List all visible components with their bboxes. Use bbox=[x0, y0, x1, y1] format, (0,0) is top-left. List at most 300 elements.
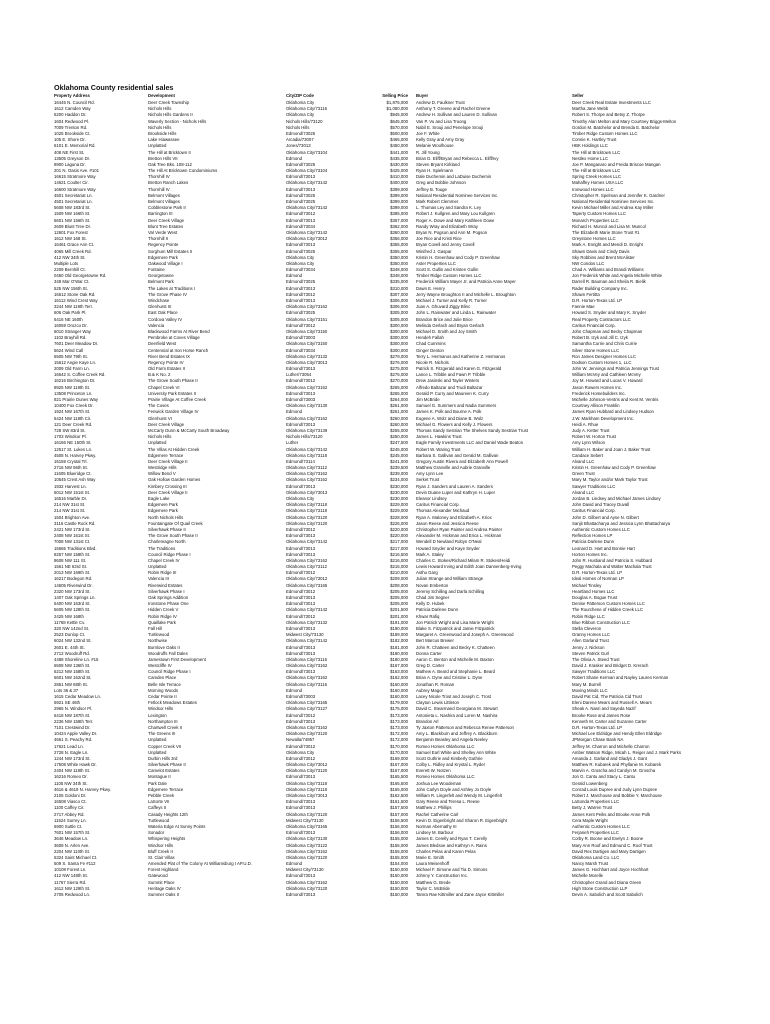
cell-property-address: 5624 Wind Call bbox=[54, 347, 84, 353]
cell-development: Silverhawk Phase II bbox=[148, 526, 186, 532]
cell-buyer: Mathew A. Beard and Stephanie L. Beard bbox=[416, 669, 496, 675]
cell-buyer: Gary Reese and Teresa L. Reese bbox=[416, 799, 480, 805]
cell-seller: David Pat Cid, The Patricia Cid Trust bbox=[572, 694, 642, 699]
cell-property-address: 2421 NW 173rd St. bbox=[54, 526, 91, 532]
cell-development: Val Verde West bbox=[148, 229, 178, 235]
cell-development: Chapel Creek IV bbox=[148, 557, 180, 563]
cell-property-address: 16216 Romeo Dr. bbox=[54, 774, 88, 780]
cell-selling-price: $170,000 bbox=[390, 743, 408, 749]
cell-development: Kimbery Crossing III bbox=[148, 483, 187, 489]
cell-selling-price: $435,000 bbox=[390, 155, 408, 161]
cell-buyer: Terry L. Hermanos and Katherine Z. Hermanos bbox=[416, 353, 506, 359]
cell-seller: Ferjaneh Properties LLC bbox=[572, 830, 619, 836]
cell-selling-price: $216,500 bbox=[390, 551, 408, 557]
cell-selling-price: $430,000 bbox=[390, 161, 408, 167]
cell-buyer: Gerald P. Curry and Maureen K. Curry bbox=[416, 390, 489, 396]
cell-property-address: 4661 S. Peachy Rd. bbox=[54, 737, 93, 743]
cell-buyer: Howard Snyder and Kaye Snyder bbox=[416, 545, 480, 551]
cell-seller: Mary Ann Roof and Edmund C. Roof Trust bbox=[572, 842, 653, 848]
cell-development: The Lakes at Traditions I bbox=[148, 285, 196, 291]
cell-buyer: Wendell D Newland Robyn O'Neal bbox=[416, 539, 482, 545]
cell-development: River Bend Estates IX bbox=[148, 353, 191, 359]
cell-seller: Michelle Morelle bbox=[572, 873, 604, 879]
table-row bbox=[54, 279, 734, 285]
cell-city-zip: Oklahoma City/73120 bbox=[286, 768, 328, 774]
cell-development: Belle Isle Terrace bbox=[148, 681, 181, 687]
cell-selling-price: $160,000 bbox=[390, 694, 408, 699]
cell-buyer: Charles C. Stokes/Richard Milam R. Stokes/Heidi bbox=[416, 557, 511, 563]
cell-buyer: Taylor C. McBride bbox=[416, 885, 450, 891]
cell-seller: Moving Minds LLC bbox=[572, 687, 608, 693]
cell-property-address: 4616 & 4619 N. Harvey Pkwy. bbox=[54, 786, 112, 792]
cell-seller: Amber Watson Ridge, Micah L. Reiger and J. Mark Parks bbox=[572, 749, 681, 755]
cell-selling-price: $276,000 bbox=[390, 359, 408, 365]
cell-selling-price: $165,500 bbox=[390, 780, 408, 786]
cell-seller: Authentic Custom Homes LLC bbox=[572, 526, 630, 532]
cell-seller: The Hill at Bricktown LLC bbox=[572, 149, 621, 155]
cell-selling-price: $348,000 bbox=[390, 273, 408, 279]
table-row bbox=[54, 843, 734, 849]
cell-seller: Robert S. Thorpe and Betsy Z. Thorpe bbox=[572, 112, 645, 118]
cell-selling-price: $173,000 bbox=[390, 724, 408, 730]
cell-buyer: Lewis Howard Irving and Edith Joan Dannenberg-Irving bbox=[416, 564, 522, 570]
cell-property-address: 2009 Old Farm Ln. bbox=[54, 366, 90, 372]
cell-seller: Mary M. Burrell bbox=[572, 681, 602, 687]
cell-buyer: Asthu Garg bbox=[416, 570, 438, 576]
cell-city-zip: Oklahoma City/73132 bbox=[286, 353, 328, 359]
cell-buyer: Amy Lynn Lee bbox=[416, 471, 444, 477]
cell-city-zip: Edmond/73003 bbox=[286, 397, 316, 402]
cell-property-address: 16216 Birchington Dr. bbox=[54, 378, 96, 384]
cell-city-zip: Edmond/73013 bbox=[286, 217, 316, 223]
cell-selling-price: $228,000 bbox=[390, 514, 408, 520]
cell-seller: Deer Creek Real Estate Investments LLC bbox=[572, 100, 651, 105]
cell-property-address: 16217 Bodegon Rd. bbox=[54, 576, 93, 582]
cell-selling-price: $150,000 bbox=[390, 892, 408, 897]
cell-buyer: Johnny Y. Construction Inc. bbox=[416, 873, 468, 879]
cell-development: Casady Heights 12th bbox=[148, 811, 188, 817]
cell-city-zip: Edmond/73013 bbox=[286, 774, 316, 780]
cell-buyer: Chad Jim Segner bbox=[416, 595, 450, 600]
cell-buyer: Kelly Gray and Amy Gray bbox=[416, 137, 465, 143]
cell-buyer: Kristin H. Greenhaw and Cody P. Greenhaw bbox=[416, 254, 500, 260]
cell-selling-price: $229,000 bbox=[390, 508, 408, 514]
cell-selling-price: $150,000 bbox=[390, 879, 408, 885]
table-row bbox=[54, 880, 734, 886]
cell-buyer: Jon Patrick Wright and Lisa Marie Wright bbox=[416, 619, 494, 625]
cell-seller: Christopher Grand and Diana Green bbox=[572, 879, 642, 885]
cell-seller: Kenneth M. Carter and Suzanne Carter bbox=[572, 718, 647, 724]
cell-city-zip: Oklahoma City/73142 bbox=[286, 446, 328, 452]
cell-city-zip: Edmond/73012 bbox=[286, 755, 316, 761]
cell-buyer: Michael J. Turner and Kelly R. Turner bbox=[416, 298, 487, 303]
cell-seller: The Elizabeth Marie Stone Trust #1 bbox=[572, 229, 640, 235]
cell-development: Bornlove Oaks II bbox=[148, 644, 180, 650]
cell-selling-price: $250,000 bbox=[390, 434, 408, 440]
cell-property-address: 2728 N. Eagle Ln. bbox=[54, 749, 89, 755]
table-row bbox=[54, 812, 734, 818]
cell-city-zip: Newalla/74857 bbox=[286, 737, 315, 743]
cell-city-zip: Edmond/73013 bbox=[286, 551, 316, 557]
cell-buyer: Laura Meisenhoff bbox=[416, 861, 450, 867]
cell-development: Thornhill IV bbox=[148, 186, 170, 192]
cell-seller: The Olivia A. Steed Trust bbox=[572, 656, 620, 662]
cell-property-address: 1244 NW 173rd St. bbox=[54, 755, 91, 761]
cell-selling-price: $300,000 bbox=[390, 341, 408, 347]
cell-property-address: Multiple Lots bbox=[54, 260, 79, 266]
cell-seller: David J. Krasker and Bridget D. Krerach bbox=[572, 663, 649, 669]
cell-property-address: 15565 Traditions Blvd. bbox=[54, 545, 97, 551]
cell-selling-price: $275,000 bbox=[390, 372, 408, 378]
cell-seller: Sky Robbins and Brent McAlister bbox=[572, 254, 635, 260]
cell-development: Windchase bbox=[148, 298, 170, 303]
cell-development: Eagle Lake bbox=[148, 496, 170, 501]
cell-development: Park Dale bbox=[148, 780, 167, 786]
cell-selling-price: $247,500 bbox=[390, 440, 408, 446]
cell-selling-price: $165,500 bbox=[390, 774, 408, 780]
cell-city-zip: Arcadia/73007 bbox=[286, 137, 314, 143]
cell-city-zip: Oklahoma City/73112 bbox=[286, 465, 328, 471]
cell-property-address: 201 N. Oasis Ave. #101 bbox=[54, 168, 100, 174]
cell-buyer: James Bledsoe and Kathryn A. Rains bbox=[416, 842, 487, 848]
cell-seller: D.R. Horton-Texas Ltd. LP bbox=[572, 570, 623, 576]
cell-property-address: 2523 Dunlop Ct. bbox=[54, 632, 86, 638]
cell-buyer: Donna Carter bbox=[416, 650, 442, 656]
cell-seller: Gerald Lowenberg bbox=[572, 780, 608, 786]
sales-table bbox=[54, 93, 734, 898]
cell-selling-price: $179,000 bbox=[390, 700, 408, 706]
cell-seller: James Ryan Hubbard and Lindsey Hudson bbox=[572, 409, 654, 415]
cell-city-zip: Oklahoma City/73142 bbox=[286, 607, 328, 613]
cell-buyer: Winifred J. Gaspar bbox=[416, 248, 452, 254]
cell-selling-price: $169,000 bbox=[390, 755, 408, 761]
cell-seller: Eleni Darene Mears and Russell A. Mears bbox=[572, 700, 652, 706]
table-row bbox=[54, 242, 734, 248]
cell-city-zip: Oklahoma City/73139 bbox=[286, 427, 328, 433]
cell-seller: Green Trust bbox=[572, 471, 595, 477]
cell-city-zip: Oklahoma City/73122 bbox=[286, 842, 328, 848]
cell-city-zip: Oklahoma City/73162 bbox=[286, 724, 328, 730]
cell-buyer: James E. Cerelly and Ryan T. Cerelly bbox=[416, 836, 488, 842]
cell-seller: Brooke Rose and James Rose bbox=[572, 712, 631, 718]
cell-property-address: 6024 NW 132nd St. bbox=[54, 638, 92, 644]
cell-selling-price: $229,000 bbox=[390, 502, 408, 508]
cell-development: Fontaine bbox=[148, 267, 165, 273]
cell-development: Thornhill II bbox=[148, 236, 169, 242]
cell-seller: John W. Jennings and Patricia Jennings Trust bbox=[572, 366, 659, 372]
cell-property-address: 11605 Blueridge Ct. bbox=[54, 471, 92, 477]
table-row bbox=[54, 119, 734, 125]
cell-development: Deer Creek Village bbox=[148, 217, 184, 223]
cell-city-zip: Oklahoma City/73162 bbox=[286, 471, 328, 477]
cell-seller: Candace Sebert bbox=[572, 452, 604, 458]
cell-seller: Alvand LLC bbox=[572, 489, 595, 495]
cell-city-zip: Edmond/73013 bbox=[286, 669, 316, 675]
cell-city-zip: Edmond bbox=[286, 409, 303, 415]
cell-seller: Richard H. Muncol and Lisa M. Muncol bbox=[572, 223, 646, 229]
cell-property-address: 2320 NW 173rd St. bbox=[54, 588, 91, 594]
cell-buyer: Romeo Homes Oklahoma LLC bbox=[416, 774, 475, 780]
cell-development: Nichols Hills Gardens II bbox=[148, 112, 193, 118]
cell-selling-price: $216,000 bbox=[390, 557, 408, 563]
cell-city-zip: Oklahoma City/73142 bbox=[286, 638, 328, 644]
cell-city-zip: Edmond/73003 bbox=[286, 694, 316, 699]
cell-property-address: 1604 Redwood Pl. bbox=[54, 118, 90, 124]
cell-property-address: 2404 NW 118th St. bbox=[54, 768, 90, 774]
cell-property-address: 2712 Woodruff Rd. bbox=[54, 650, 90, 656]
cell-development: LaSorte VII bbox=[148, 799, 170, 805]
cell-development: Regency Pointe IV bbox=[148, 359, 184, 365]
cell-city-zip: Oklahoma City/73120 bbox=[286, 854, 328, 860]
cell-property-address: 12601 Fox Forest bbox=[54, 229, 88, 235]
cell-buyer: Benjamin Beasley and Angela Neeley bbox=[416, 737, 488, 743]
cell-seller: Cera Maple Wright bbox=[572, 817, 608, 823]
cell-seller: Kevin Michael Miller and Andrea Kay Miller bbox=[572, 205, 654, 211]
cell-property-address: 1924 NW 167th St. bbox=[54, 409, 91, 415]
cell-buyer: Jeffrey B. Touge bbox=[416, 186, 447, 192]
cell-seller: Leonard D. Hart and Bonnie Hart bbox=[572, 545, 635, 551]
cell-seller: Michael Tinsley bbox=[572, 582, 602, 588]
cell-development: Barrington III bbox=[148, 211, 173, 217]
cell-buyer: Jason Reese and Jessica Reese bbox=[416, 520, 479, 526]
cell-city-zip: Edmond/73013 bbox=[286, 242, 316, 248]
cell-city-zip: Edmond/73012 bbox=[286, 712, 316, 718]
cell-development: Deer Creek Village II bbox=[148, 489, 188, 495]
cell-selling-price: $399,000 bbox=[390, 199, 408, 204]
cell-selling-price: $205,000 bbox=[390, 595, 408, 600]
table-row bbox=[54, 546, 734, 552]
cell-property-address: 8608 NW 111 St. bbox=[54, 557, 87, 563]
cell-seller: Silver Stone Homes LLC bbox=[572, 347, 620, 353]
cell-development: Quaillake Park bbox=[148, 619, 176, 625]
cell-property-address: 2717 Abbey Rd. bbox=[54, 811, 85, 817]
cell-city-zip: Edmond/73013 bbox=[286, 186, 316, 192]
cell-seller: The Hill at Bricktown LLC bbox=[572, 168, 621, 174]
cell-city-zip: Oklahoma City/73162 bbox=[286, 879, 328, 885]
cell-seller: Ideal Homes of Norman LP bbox=[572, 576, 624, 582]
cell-property-address: 8257 NW 158th St. bbox=[54, 551, 91, 557]
cell-buyer: Caritus Financial Corp. bbox=[416, 502, 460, 508]
cell-property-address: 16445 N. Council Rd. bbox=[54, 100, 95, 105]
cell-city-zip: Luther bbox=[286, 440, 299, 446]
cell-seller: Frederick Homebuilders Inc. bbox=[572, 390, 626, 396]
cell-development: Northwise bbox=[148, 638, 168, 644]
cell-property-address: Lots 36 & 37 bbox=[54, 687, 79, 693]
table-row bbox=[54, 354, 734, 360]
cell-buyer: Randy Wray and Elizabeth Wray bbox=[416, 223, 478, 229]
cell-seller: Alvand LLC bbox=[572, 458, 595, 464]
cell-development: Edgemere Terrace bbox=[148, 786, 184, 792]
cell-selling-price: $161,500 bbox=[390, 799, 408, 805]
cell-city-zip: Edmond/73034 bbox=[286, 347, 316, 353]
cell-development: Edgemere Terrace bbox=[148, 452, 184, 458]
cell-seller: William H. Baker and Joan J. Baker Trust bbox=[572, 446, 651, 452]
cell-development: Wateria Edge At Sunny Points bbox=[148, 823, 206, 829]
cell-development: Summit Place bbox=[148, 879, 175, 885]
cell-selling-price: $260,000 bbox=[390, 421, 408, 427]
cell-selling-price: $157,000 bbox=[390, 811, 408, 817]
cell-city-zip: Nichols Hills/73120 bbox=[286, 434, 323, 440]
cell-seller: Peggy Machala and Walter Machala Trust bbox=[572, 564, 652, 570]
cell-seller: Robert W. Horton Trust bbox=[572, 434, 616, 440]
cell-selling-price: $217,000 bbox=[390, 545, 408, 551]
cell-city-zip: Edmond/73012 bbox=[286, 570, 316, 576]
cell-development: Oak Tree Bks. 108-112 bbox=[148, 161, 192, 167]
cell-seller: Howard S. Snyder and Mary K. Snyder bbox=[572, 310, 647, 316]
cell-city-zip: Edmond/73012 bbox=[286, 743, 316, 749]
header-city-zip: City/ZIP Code bbox=[286, 93, 314, 99]
cell-seller: James G. Hochhart and Joyce Hochhart bbox=[572, 867, 649, 873]
cell-buyer: Jonathan R. Roman bbox=[416, 681, 455, 687]
cell-development: Robin Ridge III bbox=[148, 570, 177, 576]
cell-property-address: 6012 NW 151st St. bbox=[54, 489, 91, 495]
cell-development: Belmont Villages bbox=[148, 192, 180, 198]
cell-selling-price: $307,000 bbox=[390, 291, 408, 297]
cell-selling-price: $220,000 bbox=[390, 526, 408, 532]
cell-buyer: Andrew H. Sullivan and Lauren D. Sullivan bbox=[416, 112, 497, 118]
cell-property-address: 2408 NW 161st St. bbox=[54, 533, 91, 539]
cell-seller: Matthew R. Kubarek and Phyllanie M. Kubarek bbox=[572, 762, 662, 768]
cell-buyer: L. Thomas Ley and Sandra K. Ley bbox=[416, 205, 482, 211]
cell-selling-price: $260,000 bbox=[390, 415, 408, 421]
cell-seller: Jordan B. Lindsey and Michael James Lindsey bbox=[572, 496, 661, 501]
cell-property-address: 509 S. Santa Fe #112 bbox=[54, 861, 96, 867]
cell-city-zip: Oklahoma City/73118 bbox=[286, 786, 328, 792]
table-row bbox=[54, 706, 734, 712]
cell-buyer: John L. Rainwater and Linda L. Rainwater bbox=[416, 310, 497, 316]
cell-buyer: David C. Stearmand Georgiana M. Stewart bbox=[416, 706, 498, 712]
cell-selling-price: $1,875,000 bbox=[386, 100, 408, 105]
cell-selling-price: $205,000 bbox=[390, 588, 408, 594]
cell-buyer: Mark A. Staley bbox=[416, 551, 444, 557]
cell-buyer: Jeremy Schilling and Darla Schilling bbox=[416, 588, 485, 594]
cell-selling-price: $348,000 bbox=[390, 267, 408, 273]
table-row bbox=[54, 750, 734, 756]
cell-city-zip: Edmond/73025 bbox=[286, 279, 316, 285]
cell-property-address: 2965 N. Windsor Pl. bbox=[54, 706, 93, 712]
cell-selling-price: $156,000 bbox=[390, 830, 408, 836]
cell-buyer: Serket Trust bbox=[416, 477, 440, 483]
cell-development: Unplatted bbox=[148, 143, 167, 149]
cell-development: The Traditions bbox=[148, 545, 176, 551]
cell-development: Nichols Hills bbox=[148, 434, 172, 440]
cell-city-zip: Edmond/73012 bbox=[286, 378, 316, 384]
cell-seller: Judy A. Ketter Trust bbox=[572, 427, 610, 433]
cell-property-address: 4065 Mill Creek Rd. bbox=[54, 248, 92, 254]
cell-selling-price: $180,000 bbox=[390, 650, 408, 656]
cell-city-zip: Oklahoma City/73162 bbox=[286, 304, 328, 310]
cell-seller: Betty J. Warren Trust bbox=[572, 805, 613, 811]
cell-development: Glenhurst III bbox=[148, 304, 172, 310]
cell-development: Unplatted bbox=[148, 749, 167, 755]
cell-property-address: 121 Deer Creek Rd. bbox=[54, 421, 93, 427]
table-row bbox=[54, 774, 734, 780]
cell-buyer: Rachel Catherine Carl bbox=[416, 811, 459, 817]
cell-seller: Jon Frederick White and Angela Michelle White bbox=[572, 273, 663, 279]
cell-development: Jamestown First Development bbox=[148, 656, 206, 662]
cell-seller: John David and Tracey Duvall bbox=[572, 502, 630, 508]
cell-selling-price: $300,000 bbox=[390, 328, 408, 334]
cell-property-address: 16642 S. Coffee Creek Rd. bbox=[54, 372, 106, 378]
cell-city-zip: Oklahoma City/73127 bbox=[286, 706, 328, 712]
cell-city-zip: Oklahoma City/73013 bbox=[286, 359, 328, 365]
cell-selling-price: $165,000 bbox=[390, 786, 408, 792]
table-row bbox=[54, 416, 734, 422]
cell-city-zip: Edmond/73013 bbox=[286, 545, 316, 551]
cell-selling-price: $215,000 bbox=[390, 564, 408, 570]
cell-city-zip: Oklahoma City/73120 bbox=[286, 520, 328, 526]
cell-buyer: Tamra Rae Kittmiller and Zane Jayce Kittmiller bbox=[416, 892, 505, 897]
cell-property-address: 7008 NW 131st Ct. bbox=[54, 539, 91, 545]
cell-selling-price: $155,000 bbox=[390, 836, 408, 842]
cell-buyer: Matthew Granville and Aubrie Granville bbox=[416, 465, 491, 471]
cell-city-zip: Oklahoma City/73116 bbox=[286, 656, 328, 662]
cell-development: B.& K No. 2 bbox=[148, 372, 171, 378]
cell-selling-price: $245,000 bbox=[390, 446, 408, 452]
cell-development: University Park Estates II bbox=[148, 390, 196, 396]
cell-buyer: Ryan H. Spielmann bbox=[416, 168, 454, 174]
cell-development: Deer Creek Township bbox=[148, 100, 189, 105]
cell-property-address: 3244 NW 119th Terr. bbox=[54, 304, 94, 310]
cell-seller: Martha Jane Webb bbox=[572, 106, 609, 112]
cell-buyer: Dale Duchemin and LaDuise Duchemin bbox=[416, 174, 492, 180]
cell-selling-price: $160,000 bbox=[390, 681, 408, 687]
cell-development: Valencia III bbox=[148, 576, 169, 582]
cell-development: Centennial at Iron Horse Ranch bbox=[148, 347, 209, 353]
header-property-address: Property Address bbox=[54, 93, 90, 99]
cell-buyer: Bert Marcus Brewer bbox=[416, 638, 454, 644]
cell-property-address: 1561 NE 63rd St. bbox=[54, 564, 87, 570]
cell-development: Lexington bbox=[148, 712, 167, 718]
cell-property-address: 5608 NW 183rd St. bbox=[54, 205, 91, 211]
cell-seller: Caritus Financial Corp. bbox=[572, 508, 616, 514]
cell-property-address: 3608 N. Arlen Ave. bbox=[54, 842, 90, 848]
cell-buyer: Patrick S. Fitzgerald and Karen G. Fitzgerald bbox=[416, 366, 502, 372]
cell-city-zip: Edmond/73025 bbox=[286, 310, 316, 316]
cell-selling-price: $209,000 bbox=[390, 576, 408, 582]
cell-property-address: 6418 NW 187th St. bbox=[54, 712, 91, 718]
table-row bbox=[54, 515, 734, 521]
cell-city-zip: Edmond/73013 bbox=[286, 873, 316, 879]
cell-city-zip: Oklahoma City/73142 bbox=[286, 205, 328, 211]
cell-selling-price: $181,000 bbox=[390, 644, 408, 650]
cell-buyer: Eagle Family Investments LLC and Daniel Wade Beaton bbox=[416, 440, 524, 446]
cell-seller: Greystone Homes LLC bbox=[572, 236, 616, 242]
cell-property-address: 412 NW 148th St. bbox=[54, 873, 88, 879]
cell-selling-price: $191,000 bbox=[390, 619, 408, 625]
cell-property-address: 8900 Laguna Dr. bbox=[54, 161, 86, 167]
cell-seller: Nancy Marsh Trust bbox=[572, 861, 609, 867]
cell-city-zip: Edmond bbox=[286, 861, 303, 867]
cell-selling-price: $645,000 bbox=[390, 118, 408, 124]
cell-city-zip: Edmond/73013 bbox=[286, 718, 316, 724]
cell-property-address: 16600 Stratmore Way bbox=[54, 186, 96, 192]
cell-buyer: James L. Hawkins Trust bbox=[416, 434, 462, 440]
cell-selling-price: $350,000 bbox=[390, 260, 408, 266]
cell-seller: Spring Creek Homes LLC bbox=[572, 174, 621, 180]
cell-city-zip: Edmond/73013 bbox=[286, 390, 316, 396]
cell-seller: Marvin A. Groscha and Carolyn M. Groscha bbox=[572, 768, 656, 774]
cell-selling-price: $167,000 bbox=[390, 768, 408, 774]
cell-city-zip: Edmond bbox=[286, 273, 303, 279]
cell-city-zip: Oklahoma City/73012 bbox=[286, 762, 328, 768]
cell-seller: D.R. Horton-Texas Ltd. LP bbox=[572, 298, 623, 303]
cell-selling-price: $265,000 bbox=[390, 384, 408, 390]
cell-development: The Coves bbox=[148, 403, 169, 409]
cell-city-zip: Edmond/73013 bbox=[286, 366, 316, 372]
cell-buyer: Christopher Ryan Painter and Andrea Painter bbox=[416, 526, 503, 532]
cell-seller: Rader Building Company Inc. bbox=[572, 285, 628, 291]
